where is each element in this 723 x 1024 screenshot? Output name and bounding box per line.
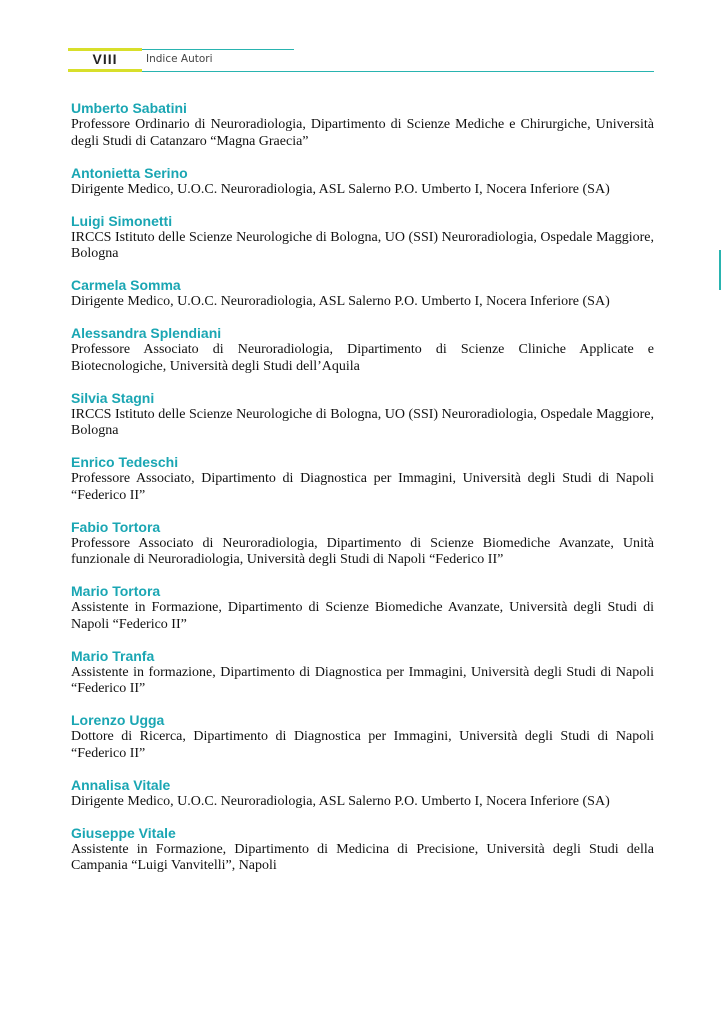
author-affiliation: Professore Ordinario di Neuroradiologia, Dipartimento di Scienze Mediche e Chirurgiche, Università degli Studi di Catanzaro “Magna Graecia” — [71, 117, 654, 149]
author-affiliation: Dirigente Medico, U.O.C. Neuroradiologia, ASL Salerno P.O. Umberto I, Nocera Inferiore (SA) — [71, 294, 610, 309]
author-affiliation: Assistente in formazione, Dipartimento di Diagnostica per Immagini, Università degli Studi di Napoli “Federico II” — [71, 664, 654, 696]
author-name: Fabio Tortora — [71, 518, 161, 535]
author-affiliation: Assistente in Formazione, Dipartimento di Scienze Biomediche Avanzate, Università degli Studi di Napoli “Federico II” — [71, 600, 654, 632]
author-name: Enrico Tedeschi — [71, 454, 179, 470]
page-header — [68, 48, 654, 72]
author-entry — [71, 647, 654, 698]
author-affiliation: Dottore di Ricerca, Dipartimento di Diagnostica per Immagini, Università degli Studi di Napoli “Federico II” — [71, 729, 654, 761]
author-affiliation: Assistente in Formazione, Dipartimento di Medicina di Precisione, Università degli Studi della Campania “Luigi Vanvitelli”, Napoli — [71, 841, 654, 873]
header-top-rule — [142, 49, 294, 50]
author-name: Giuseppe Vitale — [71, 824, 176, 841]
author-entry — [71, 164, 654, 199]
author-affiliation: IRCCS Istituto delle Scienze Neurologiche di Bologna, UO (SSI) Neuroradiologia, Ospedale Maggiore, Bologna — [71, 406, 654, 438]
header-bottom-rule — [142, 71, 654, 72]
author-name: Silvia Stagni — [71, 389, 155, 406]
author-name: Umberto Sabatini — [71, 100, 187, 116]
page-number: VIII — [92, 51, 118, 67]
author-entry — [71, 776, 654, 811]
author-affiliation: Professore Associato di Neuroradiologia, Dipartimento di Scienze Biomediche Avanzate, Unità funzionale di Neuroradiologia, Università degli Studi di Napoli “Federico II” — [71, 535, 654, 567]
author-affiliation: Dirigente Medico, U.O.C. Neuroradiologia, ASL Salerno P.O. Umberto I, Nocera Inferiore (SA) — [71, 793, 610, 809]
author-entry — [71, 453, 654, 504]
author-entry — [71, 518, 654, 569]
author-name: Lorenzo Ugga — [71, 712, 165, 728]
author-affiliation: Dirigente Medico, U.O.C. Neuroradiologia, ASL Salerno P.O. Umberto I, Nocera Inferiore (SA) — [71, 181, 610, 197]
author-entry — [71, 824, 654, 875]
author-entry — [71, 389, 654, 440]
author-affiliation: Professore Associato, Dipartimento di Diagnostica per Immagini, Università degli Studi di Napoli “Federico II” — [71, 471, 654, 503]
author-affiliation: IRCCS Istituto delle Scienze Neurologiche di Bologna, UO (SSI) Neuroradiologia, Ospedale Maggiore, Bologna — [71, 229, 654, 261]
author-affiliation: Professore Associato di Neuroradiologia, Dipartimento di Scienze Cliniche Applicate e Biotecnologiche, Università degli Studi dell’Aquila — [71, 342, 654, 374]
author-list — [71, 99, 654, 888]
author-entry — [71, 99, 654, 150]
author-name: Annalisa Vitale — [71, 776, 171, 793]
author-name: Mario Tranfa — [71, 647, 155, 664]
author-entry — [71, 276, 654, 311]
author-entry — [71, 711, 654, 762]
author-name: Mario Tortora — [71, 583, 161, 599]
edge-marker — [719, 250, 721, 290]
author-entry — [71, 324, 654, 375]
author-name: Carmela Somma — [71, 277, 181, 293]
author-name: Alessandra Splendiani — [71, 325, 222, 341]
author-name: Luigi Simonetti — [71, 212, 173, 229]
author-entry — [71, 582, 654, 633]
author-name: Antonietta Serino — [71, 164, 188, 181]
running-title: Indice Autori — [146, 53, 213, 65]
author-entry — [71, 212, 654, 263]
